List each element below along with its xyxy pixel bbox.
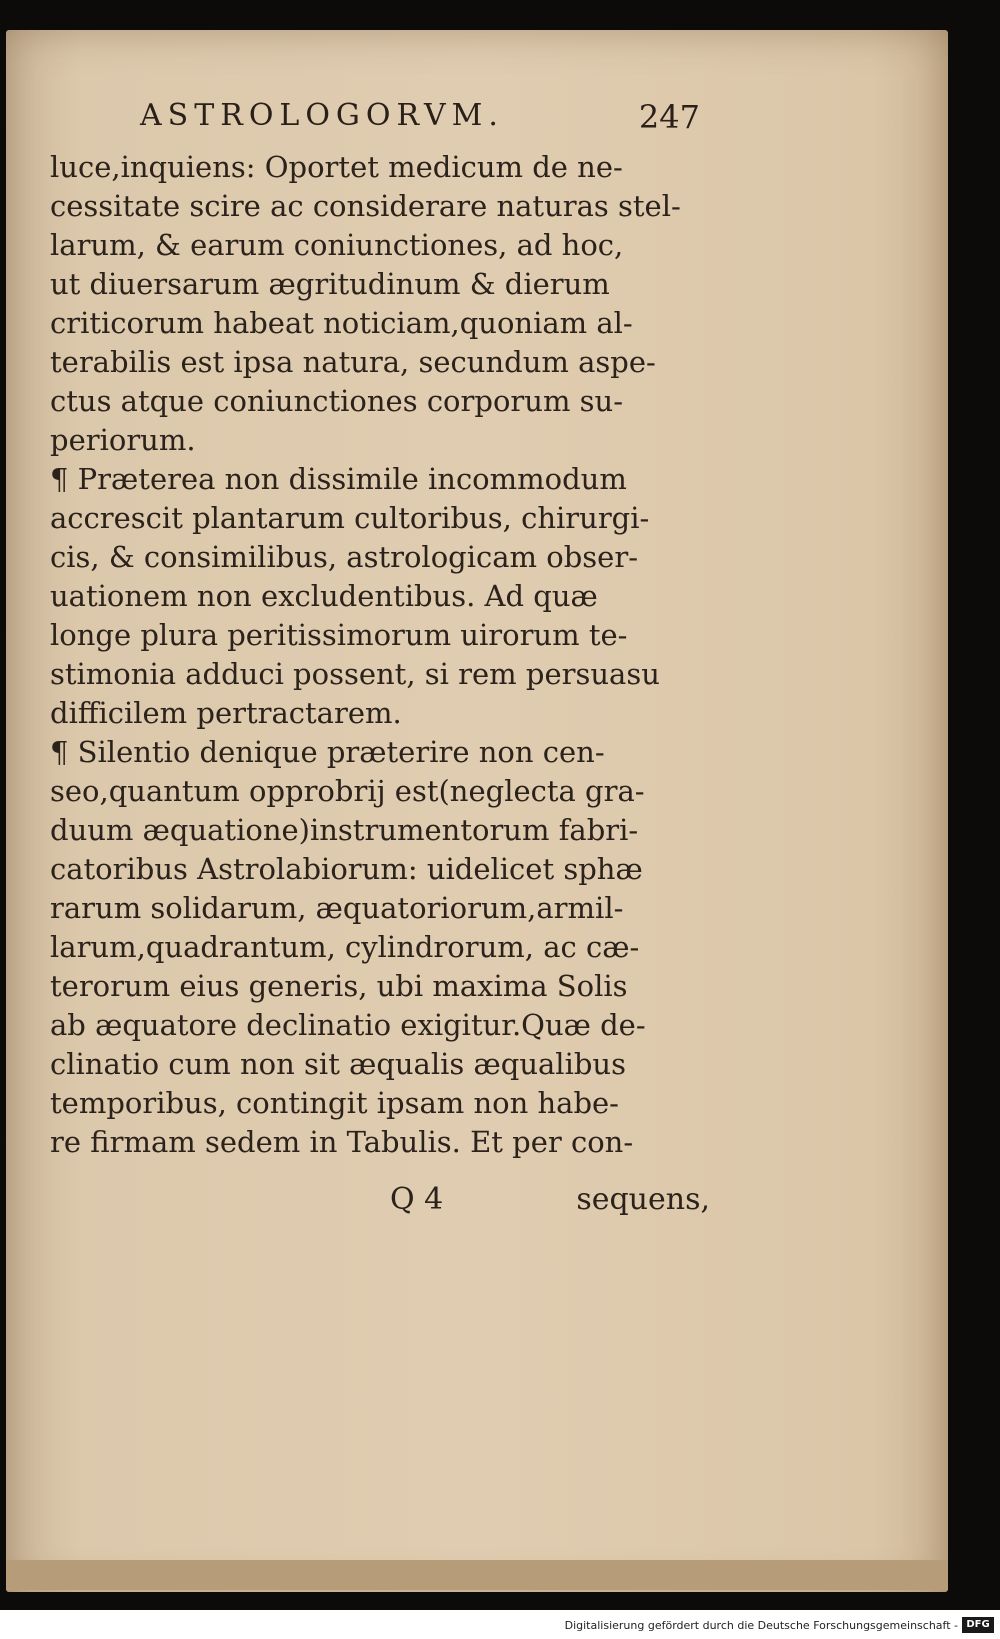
text-line: temporibus, contingit ipsam non habe- [50,1086,619,1120]
text-line: luce,inquiens: Oportet medicum de ne- [50,150,623,184]
footer-bar [0,1615,1000,1639]
dfg-logo-icon: DFG [962,1617,994,1633]
text-line: ut diuersarum ægritudinum & dierum [50,267,610,301]
signature-line [390,1182,710,1222]
footer-credit: Digitalisierung gefördert durch die Deutsche Forschungsgemeinschaft - [564,1619,958,1632]
signature-mark: Q 4 [390,1182,444,1217]
page-bottom-edge [6,1560,948,1590]
text-line: ¶ Silentio denique præterire non cen- [50,735,605,769]
text-line: ctus atque coniunctiones corporum su- [50,384,624,418]
text-line: periorum. [50,423,196,457]
running-title: ASTROLOGORVM. [140,98,504,133]
page-number: 247 [638,98,700,136]
text-line: accrescit plantarum cultoribus, chirurgi- [50,501,650,535]
text-line: stimonia adduci possent, si rem persuasu [50,657,660,691]
text-line: cessitate scire ac considerare naturas stel- [50,189,681,223]
text-line: difficilem pertractarem. [50,696,402,730]
text-line: cis, & consimilibus, astrologicam obser- [50,540,638,574]
text-line: re firmam sedem in Tabulis. Et per con- [50,1125,634,1159]
text-line: uationem non excludentibus. Ad quæ [50,579,598,613]
text-line: terabilis est ipsa natura, secundum aspe- [50,345,656,379]
text-line: criticorum habeat noticiam,quoniam al- [50,306,633,340]
text-line: catoribus Astrolabiorum: uidelicet sphæ [50,852,643,886]
text-line: clinatio cum non sit æqualis æqualibus [50,1047,626,1081]
text-line: seo,quantum opprobrij est(neglecta gra- [50,774,645,808]
running-head [140,98,700,142]
text-line: larum, & earum coniunctiones, ad hoc, [50,228,624,262]
text-line: terorum eius generis, ubi maxima Solis [50,969,628,1003]
text-line: duum æquatione)instrumentorum fabri- [50,813,639,847]
text-line: larum,quadrantum, cylindrorum, ac cæ- [50,930,640,964]
text-line: ab æquatore declinatio exigitur.Quæ de- [50,1008,646,1042]
text-block [50,148,710,1162]
text-line: longe plura peritissimorum uirorum te- [50,618,628,652]
text-line: rarum solidarum, æquatoriorum,armil- [50,891,624,925]
text-line: ¶ Præterea non dissimile incommodum [50,462,627,496]
catchword: sequens, [576,1182,710,1217]
